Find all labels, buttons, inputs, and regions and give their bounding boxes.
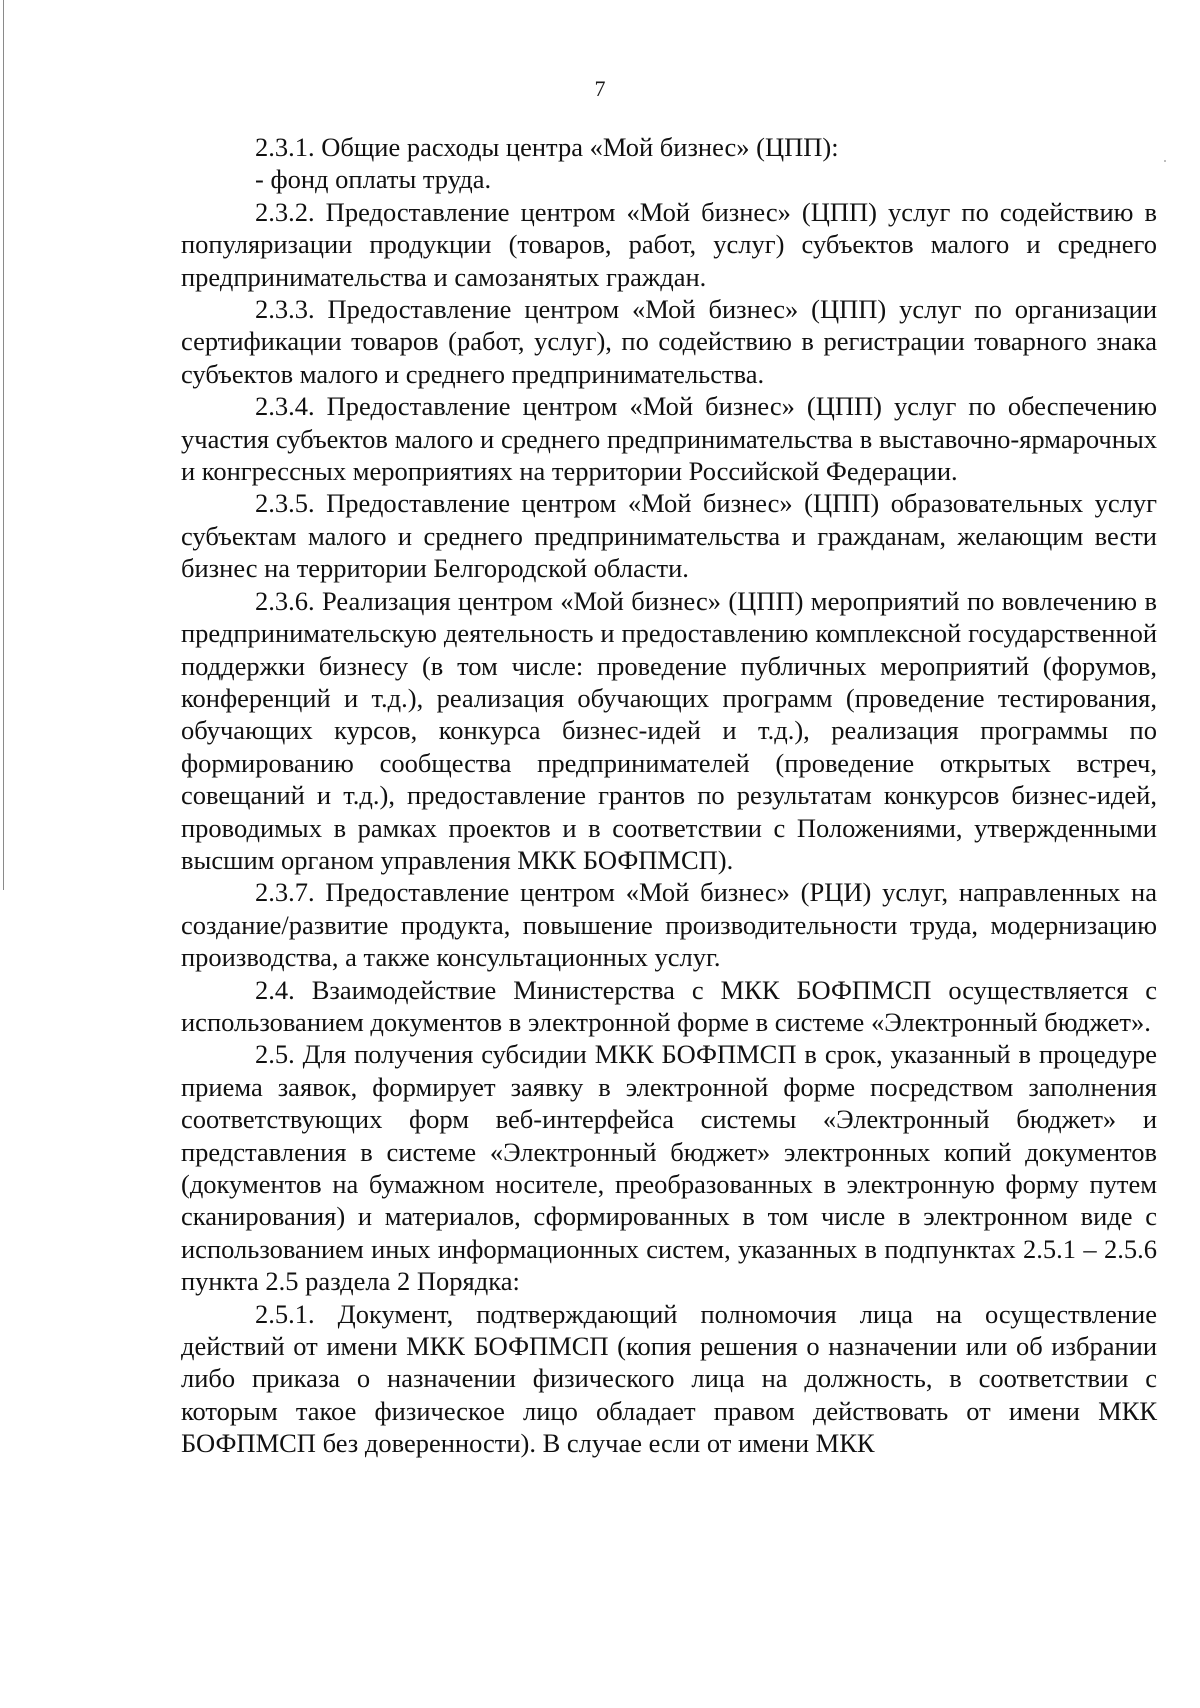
paragraph-2-3-3: 2.3.3. Предоставление центром «Мой бизнес» (ЦПП) услуг по организации сертификации товаров (работ, услуг), по содействию в регистрации товарного знака субъектов малого и среднего предпринимательства. — [181, 294, 1157, 389]
paragraph-2-3-6: 2.3.6. Реализация центром «Мой бизнес» (ЦПП) мероприятий по вовлечению в предпринимательскую деятельность и предоставлению комплексной государственной поддержки бизнесу (в том числе: проведение публичных мероприятий (форумов, конференций и т.д.), реализация обучающих программ (проведение тестирования, обучающих курсов, конкурса бизнес-идей и т.д.), реализация программы по формированию сообщества предпринимателей (проведение открытых встреч, совещаний и т.д.), предоставление грантов по результатам конкурсов бизнес-идей, проводимых в рамках проектов и в соответствии с Положениями, утвержденными высшим органом управления МКК БОФПМСП). — [181, 585, 1157, 875]
paragraph-2-4: 2.4. Взаимодействие Министерства с МКК БОФПМСП осуществляется с использованием документов в электронной форме в системе «Электронный бюджет». — [181, 974, 1157, 1037]
scan-speck — [1164, 160, 1166, 162]
document-body — [181, 131, 1157, 1460]
paragraph-2-5-1: 2.5.1. Документ, подтверждающий полномочия лица на осуществление действий от имени МКК БОФПМСП (копия решения о назначении или об избрании либо приказа о назначении физического лица на должность, в соответствии с которым такое физическое лицо обладает правом действовать от имени МКК БОФПМСП без доверенности). В случае если от имени МКК — [181, 1298, 1157, 1459]
paragraph-2-3-7: 2.3.7. Предоставление центром «Мой бизнес» (РЦИ) услуг, направленных на создание/развитие продукта, повышение производительности труда, модернизацию производства, а также консультационных услуг. — [181, 877, 1157, 973]
page-number: 7 — [594, 76, 606, 101]
paragraph-2-5: 2.5. Для получения субсидии МКК БОФПМСП в срок, указанный в процедуре приема заявок, формирует заявку в электронной форме посредством заполнения соответствующих форм веб-интерфейса системы «Электронный бюджет» и представления в системе «Электронный бюджет» электронных копий документов (документов на бумажном носителе, преобразованных в электронную форму путем сканирования) и материалов, сформированных в том числе в электронном виде с использованием иных информационных систем, указанных в подпунктах 2.5.1 – 2.5.6 пункта 2.5 раздела 2 Порядка: — [181, 1039, 1157, 1297]
scan-edge-line — [3, 0, 4, 890]
paragraph-2-3-5: 2.3.5. Предоставление центром «Мой бизнес» (ЦПП) образовательных услуг субъектам малого и среднего предпринимательства и гражданам, желающим вести бизнес на территории Белгородской области. — [181, 488, 1157, 584]
paragraph-2-3-2: 2.3.2. Предоставление центром «Мой бизнес» (ЦПП) услуг по содействию в популяризации продукции (товаров, работ, услуг) субъектов малого и среднего предпринимательства и самозанятых граждан. — [181, 196, 1157, 292]
paragraph-wage-fund: - фонд оплаты труда. — [255, 164, 492, 195]
paragraph-2-3-1: 2.3.1. Общие расходы центра «Мой бизнес» (ЦПП): — [255, 132, 839, 162]
paragraph-2-3-4: 2.3.4. Предоставление центром «Мой бизнес» (ЦПП) услуг по обеспечению участия субъектов малого и среднего предпринимательства в выставочно-ярмарочных и конгрессных мероприятиях на территории Российской Федерации. — [181, 391, 1157, 487]
